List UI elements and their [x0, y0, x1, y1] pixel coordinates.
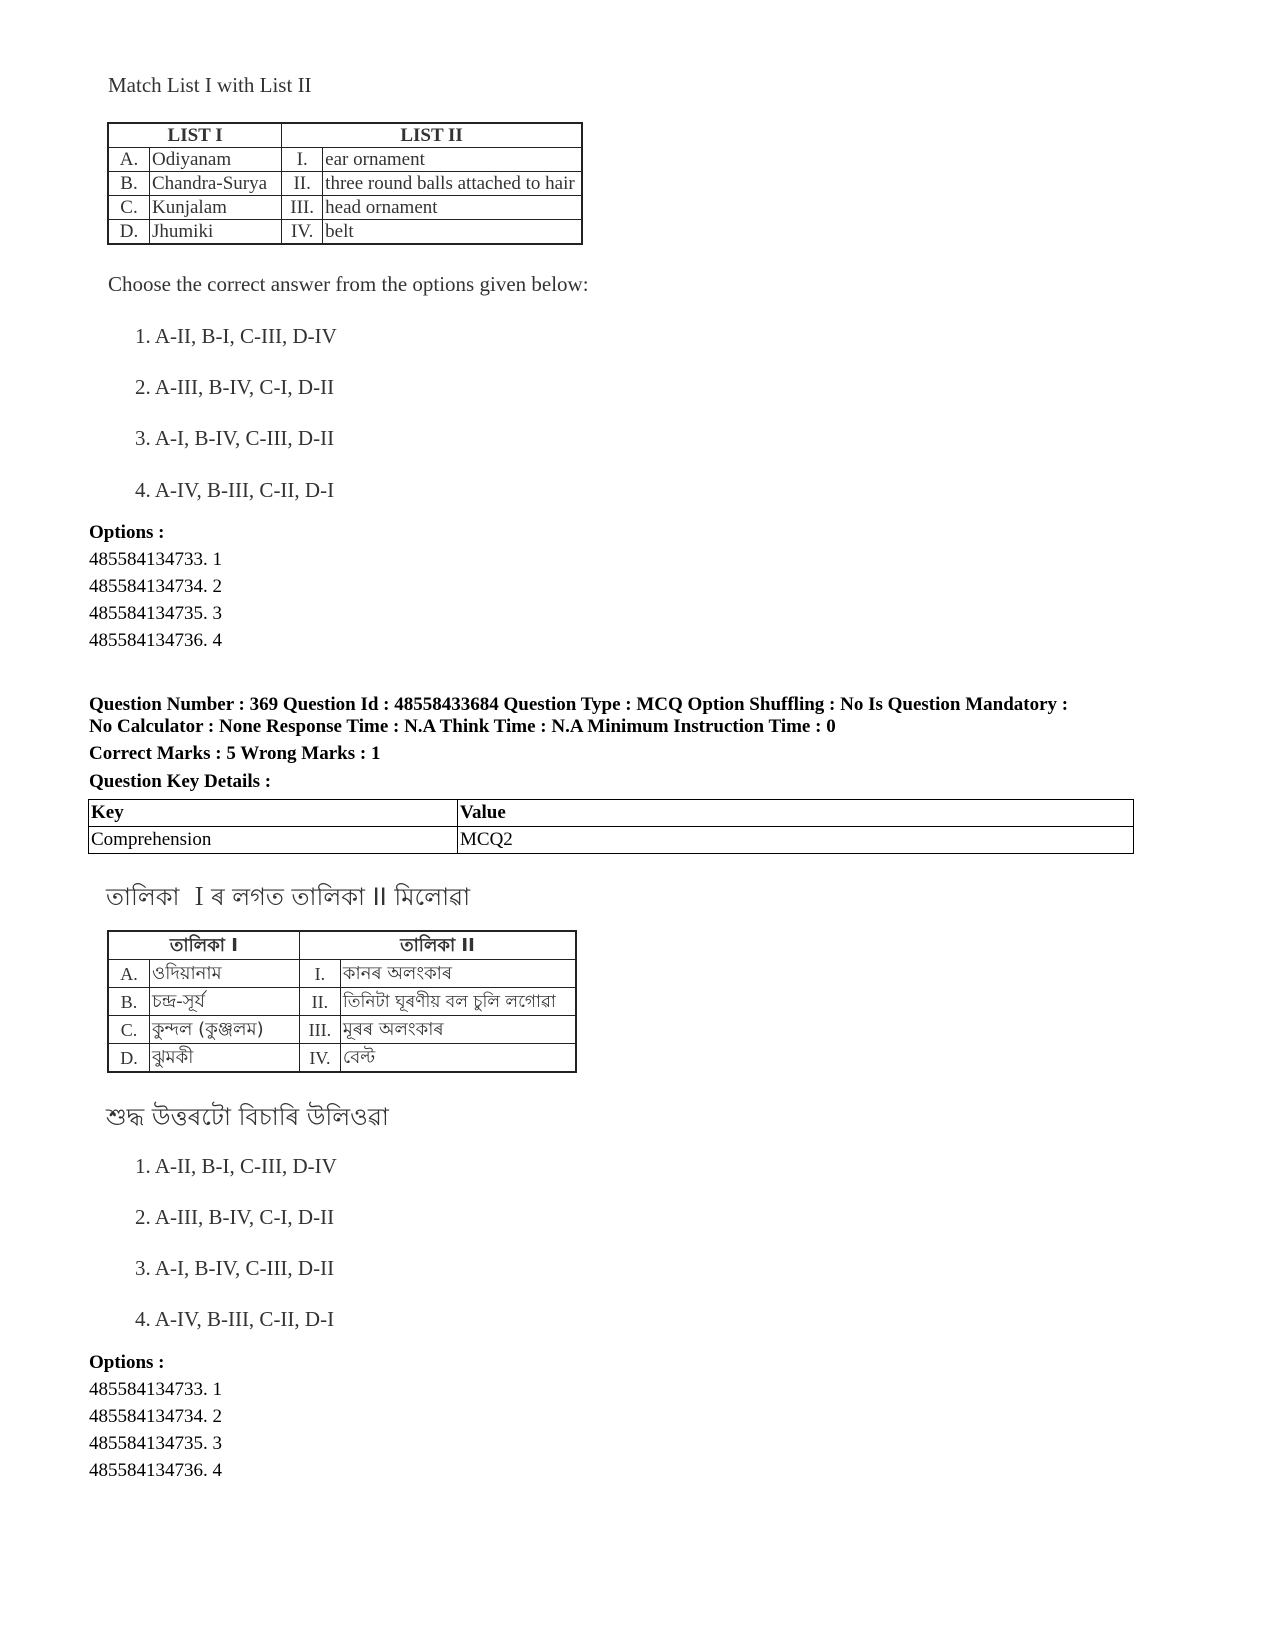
q2-option-3: 485584134735. 3: [89, 1433, 222, 1454]
key-header: Key: [89, 800, 458, 827]
q1-option-4: 485584134736. 4: [89, 630, 222, 651]
q2-key-details-label: Question Key Details :: [89, 771, 272, 792]
key-value-table: [88, 799, 1134, 854]
list1-header: LIST I: [108, 123, 282, 148]
key-cell: Comprehension: [89, 827, 458, 854]
q2-match-table: [107, 930, 577, 1073]
list1-header: তালিকা I: [108, 931, 299, 960]
table-row: D. ঝুমকী IV. বেল্ট: [108, 1044, 576, 1073]
q2-option-4: 485584134736. 4: [89, 1460, 222, 1481]
q1-answer-1: 1. A-II, B-I, C-III, D-IV: [135, 324, 337, 348]
list2-header: তালিকা II: [299, 931, 576, 960]
q2-answer-1: 1. A-II, B-I, C-III, D-IV: [135, 1154, 337, 1178]
table-row: B. চন্দ্ৰ-সূৰ্য II. তিনিটা ঘূৰণীয় বল চুলি লগোৱা: [108, 988, 576, 1016]
q1-instruction: Match List I with List II: [108, 73, 312, 97]
q2-instruction: তালিকা Ｉৰ লগত তালিকা II মিলোৱা: [106, 883, 471, 911]
q2-option-1: 485584134733. 1: [89, 1379, 222, 1400]
table-row: A. Odiyanam I. ear ornament: [108, 148, 582, 172]
q1-option-2: 485584134734. 2: [89, 576, 222, 597]
q2-meta-line2: No Calculator : None Response Time : N.A Think Time : N.A Minimum Instruction Time : 0: [89, 716, 836, 737]
q1-options-label: Options :: [89, 522, 165, 543]
table-header-row: [89, 800, 1134, 827]
q1-match-table: [107, 122, 583, 245]
table-row: B. Chandra-Surya II. three round balls attached to hair: [108, 172, 582, 196]
table-row: D. Jhumiki IV. belt: [108, 220, 582, 245]
q2-answer-2: 2. A-III, B-IV, C-I, D-II: [135, 1205, 335, 1229]
table-row: A. ওদিয়ানাম I. কানৰ অলংকাৰ: [108, 960, 576, 988]
q1-option-3: 485584134735. 3: [89, 603, 222, 624]
q2-meta-line1: Question Number : 369 Question Id : 48558433684 Question Type : MCQ Option Shuffling : No Is Question Mandatory :: [89, 694, 1069, 715]
table-row: C. কুন্দল (কুঞ্জলম) III. মূৰৰ অলংকাৰ: [108, 1016, 576, 1044]
q1-answer-3: 3. A-I, B-IV, C-III, D-II: [135, 426, 335, 450]
value-header: Value: [458, 800, 1134, 827]
q2-answer-3: 3. A-I, B-IV, C-III, D-II: [135, 1256, 335, 1280]
q2-option-2: 485584134734. 2: [89, 1406, 222, 1427]
q1-choose-text: Choose the correct answer from the options given below:: [108, 272, 589, 296]
q1-option-1: 485584134733. 1: [89, 549, 222, 570]
q2-answer-4: 4. A-IV, B-III, C-II, D-I: [135, 1307, 335, 1331]
table-row: C. Kunjalam III. head ornament: [108, 196, 582, 220]
q2-choose-text: শুদ্ধ উত্তৰটো বিচাৰি উলিওৱা: [106, 1103, 389, 1131]
list2-header: LIST II: [282, 123, 582, 148]
q2-marks: Correct Marks : 5 Wrong Marks : 1: [89, 743, 381, 764]
q1-answer-4: 4. A-IV, B-III, C-II, D-I: [135, 478, 335, 502]
table-row: [89, 827, 1134, 854]
q2-options-label: Options :: [89, 1352, 165, 1373]
q1-answer-2: 2. A-III, B-IV, C-I, D-II: [135, 375, 335, 399]
value-cell: MCQ2: [458, 827, 1134, 854]
